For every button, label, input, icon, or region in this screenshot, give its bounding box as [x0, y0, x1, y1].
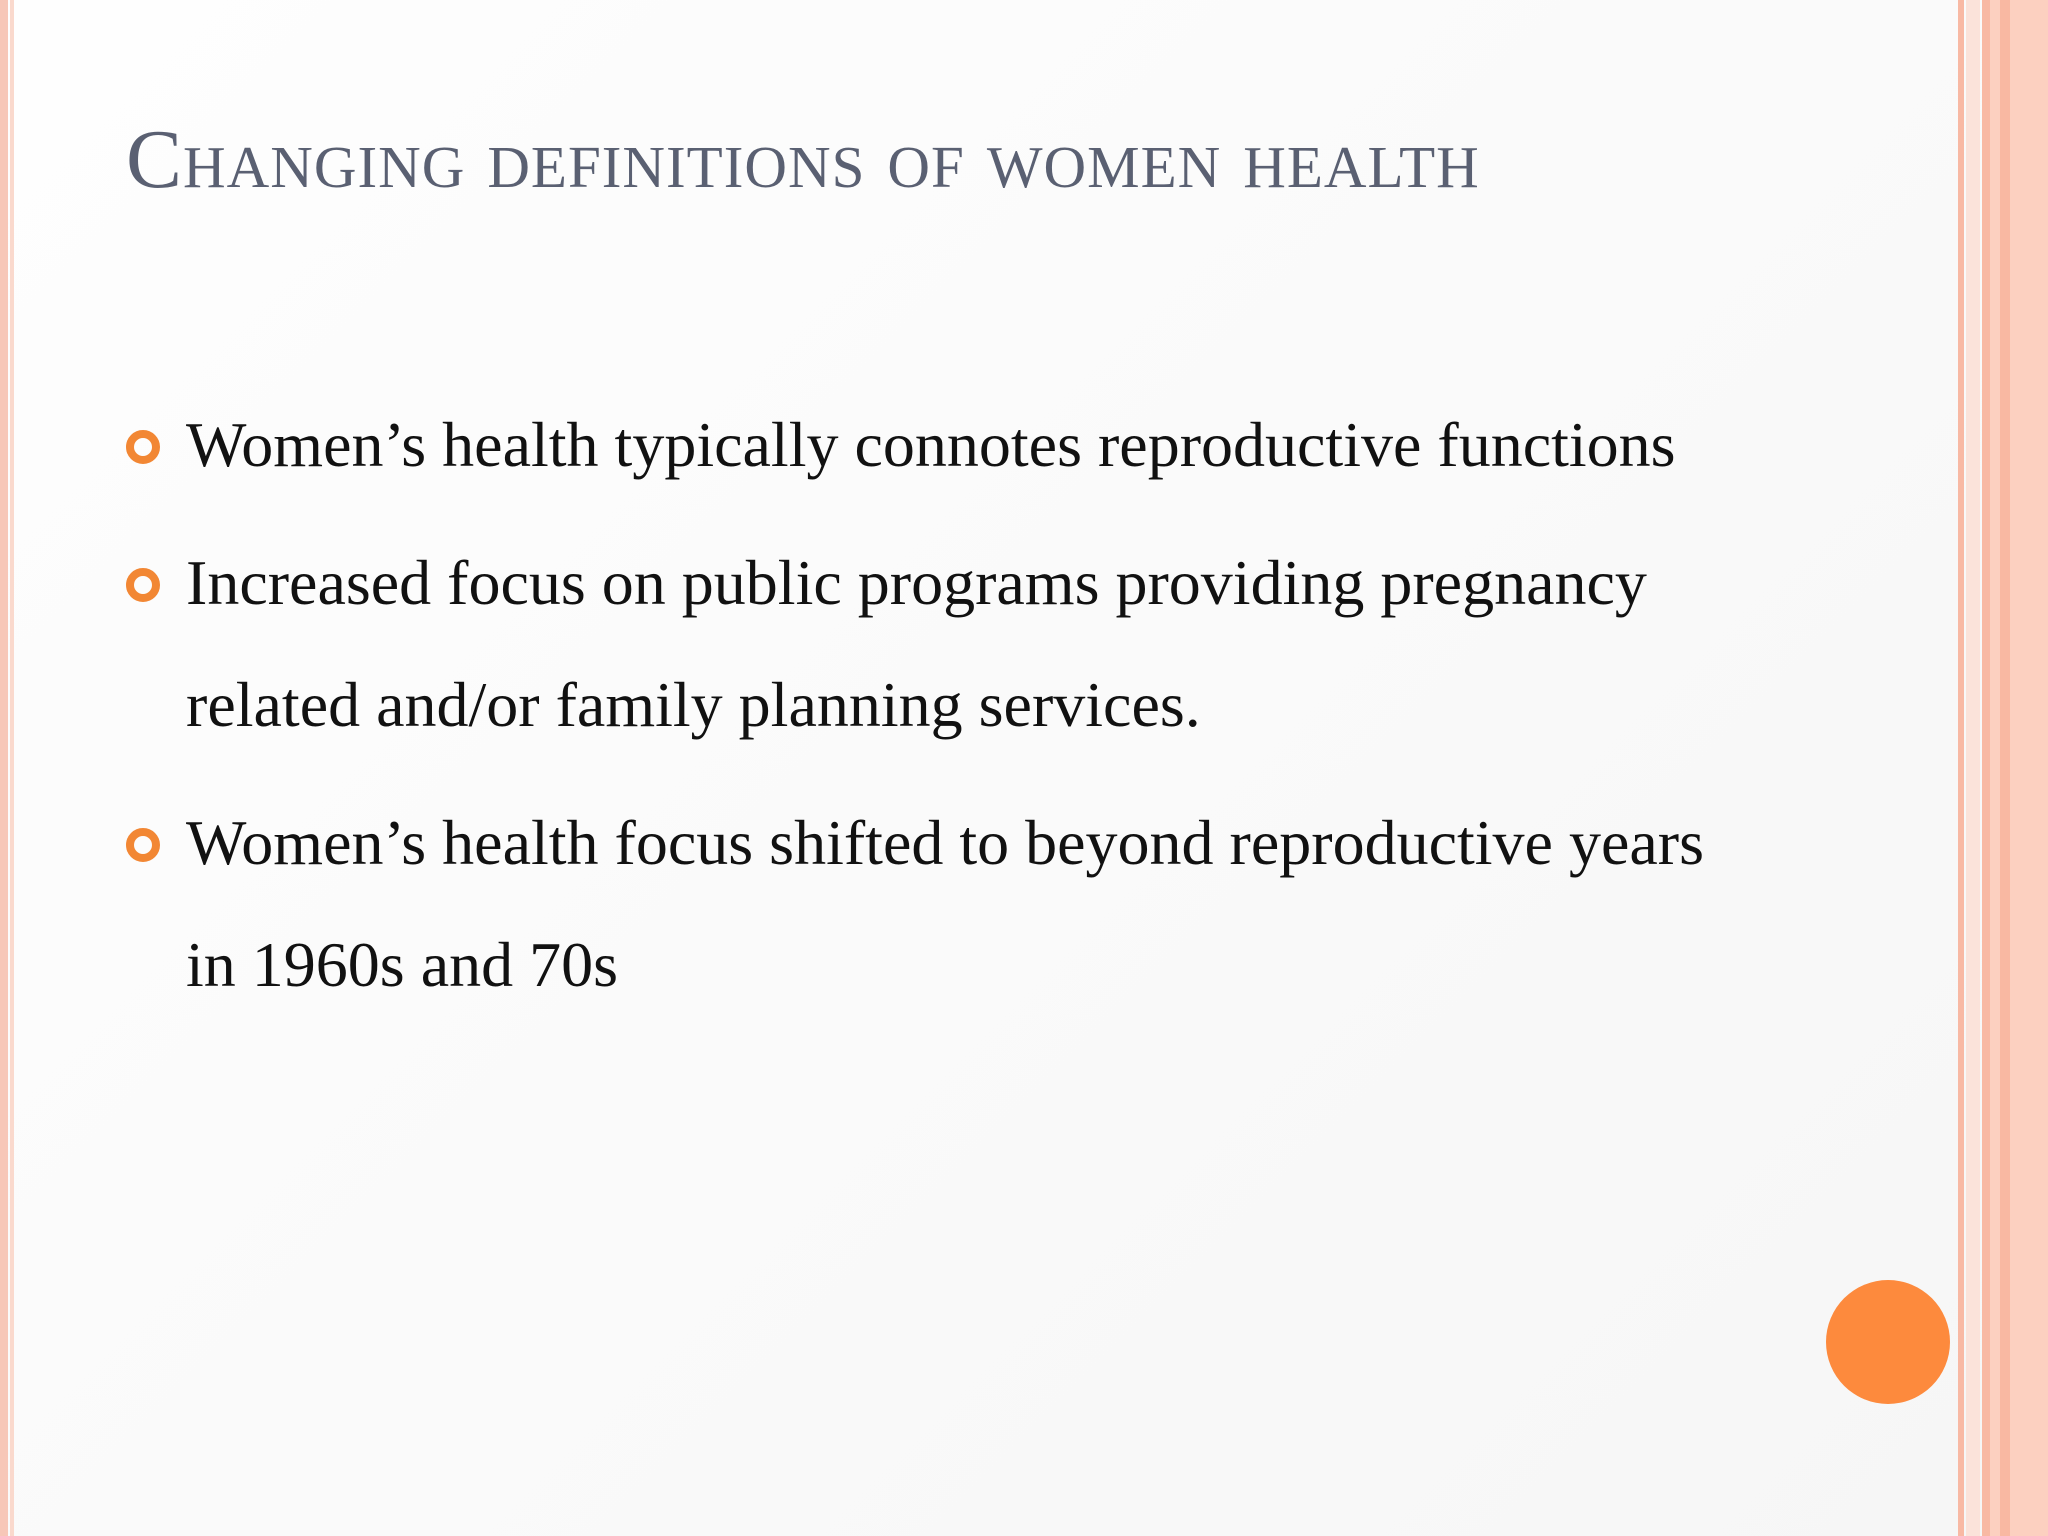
hollow-circle-bullet-icon: [126, 828, 160, 862]
hollow-circle-bullet-icon: [126, 568, 160, 602]
bullet-item: [126, 782, 1766, 1026]
right-border-edge: [1990, 0, 2048, 1536]
slide-title: Changing definitions of women health: [126, 113, 1480, 206]
bullet-item: [126, 522, 1766, 766]
right-border-edge-line: [2000, 0, 2010, 1536]
bullet-item: [126, 384, 1766, 506]
left-border-stripe: [0, 0, 8, 1536]
right-border-line-outer: [1982, 0, 1990, 1536]
bullet-text: Increased focus on public programs providing pregnancy related and/or family planning services.: [186, 547, 1647, 740]
hollow-circle-bullet-icon: [126, 430, 160, 464]
bullet-text: Women’s health focus shifted to beyond reproductive years in 1960s and 70s: [186, 807, 1704, 1000]
orange-dot-decoration: [1826, 1280, 1950, 1404]
bullet-list: [126, 384, 1766, 1042]
left-border-stripe-inner: [10, 0, 14, 1536]
right-border-band: [1966, 0, 1980, 1536]
bullet-text: Women’s health typically connotes reproductive functions: [186, 409, 1676, 480]
right-border-line: [1958, 0, 1964, 1536]
